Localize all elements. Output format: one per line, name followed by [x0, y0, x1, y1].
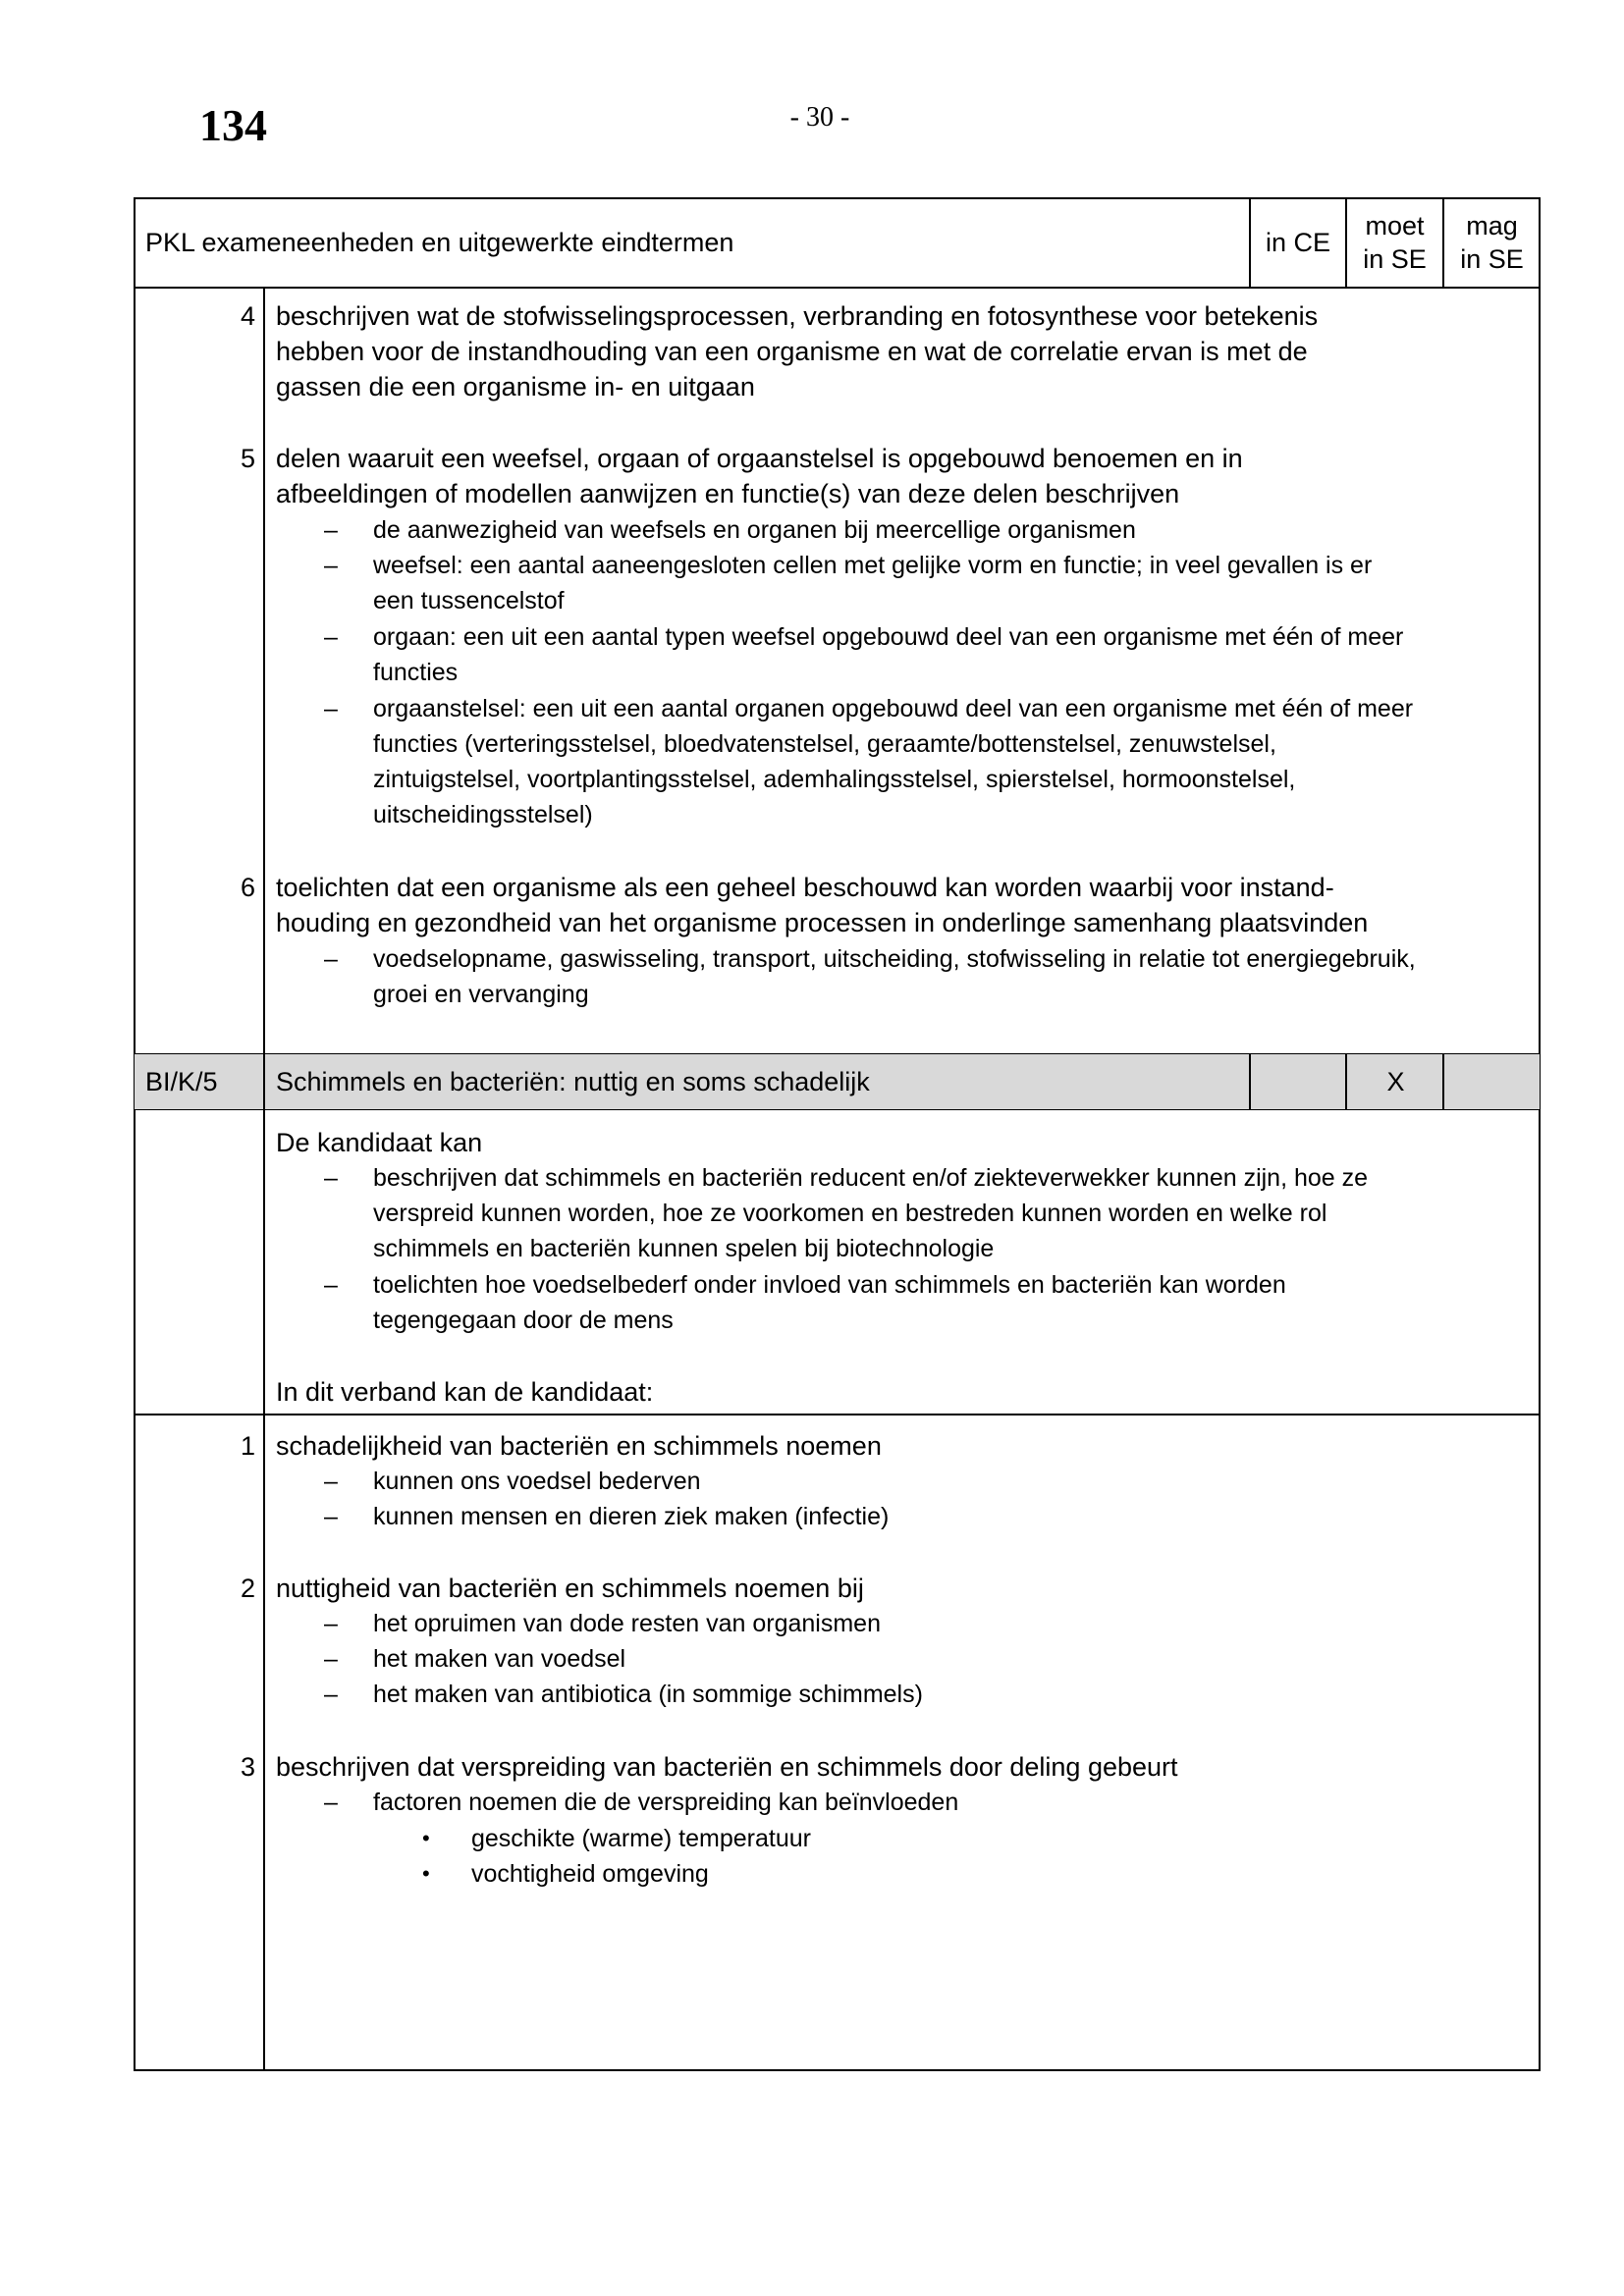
header-mag-line1: mag — [1466, 211, 1518, 240]
dash-icon: – — [324, 1610, 338, 1637]
item-text-line: toelichten dat een organisme als een geheel beschouwd kan worden waarbij voor instand- — [276, 873, 1334, 902]
item-text-line: afbeeldingen of modellen aanwijzen en functie(s) van deze delen beschrijven — [276, 479, 1180, 508]
bullet-icon: • — [422, 1861, 430, 1886]
sub-item-line: voedselopname, gaswisseling, transport, uitscheiding, stofwisseling in relatie tot energiegebruik, — [373, 945, 1416, 973]
header-in-ce — [1251, 197, 1345, 288]
header-moet-line2: in SE — [1363, 244, 1427, 274]
item-number: 6 — [240, 873, 255, 902]
dash-icon: – — [324, 1271, 338, 1299]
dash-icon: – — [324, 695, 338, 722]
item-number: 1 — [240, 1431, 255, 1461]
unit-title: Schimmels en bacteriën: nuttig en soms schadelijk — [276, 1066, 870, 1096]
dash-icon: – — [324, 1645, 338, 1673]
sub-item-line: functies (verteringsstelsel, bloedvatenstelsel, geraamte/bottenstelsel, zenuwstelsel, — [373, 730, 1276, 758]
item-number: 2 — [240, 1574, 255, 1603]
sub-item-line: factoren noemen die de verspreiding kan beïnvloeden — [373, 1789, 959, 1816]
sub-item-line: het maken van antibiotica (in sommige schimmels) — [373, 1681, 923, 1708]
item-number: 4 — [240, 301, 255, 331]
item-text-line: beschrijven dat verspreiding van bacteriën en schimmels door deling gebeurt — [276, 1752, 1178, 1782]
item-text-line: gassen die een organisme in- en uitgaan — [276, 372, 755, 401]
item-text-line: beschrijven wat de stofwisselingsprocessen, verbranding en fotosynthese voor betekenis — [276, 301, 1319, 331]
unit-row-divider-code — [263, 1053, 265, 1110]
header-mag-line2: in SE — [1460, 244, 1524, 274]
sub-item-line: orgaanstelsel: een uit een aantal organen opgebouwd deel van een organisme met één of meer — [373, 695, 1414, 722]
header-mag-in-se — [1444, 197, 1540, 288]
header-in-ce-label: in CE — [1265, 228, 1331, 257]
item-text-line: schadelijkheid van bacteriën en schimmels noemen — [276, 1431, 882, 1461]
bullet-item: geschikte (warme) temperatuur — [471, 1825, 811, 1852]
sub-item-line: tegengegaan door de mens — [373, 1307, 674, 1334]
sub-item-line: schimmels en bacteriën kunnen spelen bij biotechnologie — [373, 1235, 995, 1262]
bullet-icon: • — [422, 1826, 430, 1850]
dash-icon: – — [324, 623, 338, 651]
sub-item-line: uitscheidingsstelsel) — [373, 801, 593, 828]
sub-item-line: functies — [373, 659, 459, 686]
table-header-title: PKL exameneenheden en uitgewerkte eindtermen — [145, 227, 734, 257]
item-text-line: delen waaruit een weefsel, orgaan of orgaanstelsel is opgebouwd benoemen en in — [276, 444, 1243, 473]
item-number: 3 — [240, 1752, 255, 1782]
dash-icon: – — [324, 1789, 338, 1816]
sub-item-line: groei en vervanging — [373, 981, 589, 1008]
sub-item-line: weefsel: een aantal aaneengesloten cellen met gelijke vorm en functie; in veel gevallen is er — [373, 552, 1373, 579]
sub-item-line: zintuigstelsel, voortplantingsstelsel, ademhalingsstelsel, spierstelsel, hormoonstelsel, — [373, 766, 1296, 793]
dash-icon: – — [324, 1468, 338, 1495]
header-moet-in-se — [1347, 197, 1442, 288]
sub-item-line: kunnen ons voedsel bederven — [373, 1468, 701, 1495]
sub-item-line: toelichten hoe voedselbederf onder invloed van schimmels en bacteriën kan worden — [373, 1271, 1286, 1299]
intro-bottom-border — [134, 1414, 1541, 1415]
dash-icon: – — [324, 516, 338, 544]
sub-item-line: verspreid kunnen worden, hoe ze voorkomen en bestreden kunnen worden en welke rol — [373, 1200, 1327, 1227]
sub-item-line: een tussencelstof — [373, 587, 565, 614]
document-number: 134 — [199, 100, 267, 150]
sub-item-line: orgaan: een uit een aantal typen weefsel opgebouwd deel van een organisme met één of meer — [373, 623, 1404, 651]
number-column-divider — [263, 287, 265, 2071]
item-number: 5 — [240, 444, 255, 473]
dash-icon: – — [324, 1164, 338, 1192]
sub-item-line: beschrijven dat schimmels en bacteriën reducent en/of ziekteverwekker kunnen zijn, hoe ze — [373, 1164, 1369, 1192]
item-text-line: nuttigheid van bacteriën en schimmels noemen bij — [276, 1574, 864, 1603]
page-number: - 30 - — [789, 102, 850, 133]
intro-footer: In dit verband kan de kandidaat: — [276, 1377, 654, 1407]
sub-item-line: kunnen mensen en dieren ziek maken (infectie) — [373, 1503, 890, 1530]
dash-icon: – — [324, 1681, 338, 1708]
sub-item-line: het maken van voedsel — [373, 1645, 626, 1673]
header-moet-line1: moet — [1365, 211, 1425, 240]
intro-heading: De kandidaat kan — [276, 1128, 483, 1157]
sub-item-line: de aanwezigheid van weefsels en organen bij meercellige organismen — [373, 516, 1136, 544]
unit-row-divider-ce — [1249, 1053, 1251, 1110]
bullet-item: vochtigheid omgeving — [471, 1860, 709, 1888]
dash-icon: – — [324, 1503, 338, 1530]
unit-moet-in-se-mark: X — [1386, 1066, 1405, 1096]
dash-icon: – — [324, 945, 338, 973]
unit-row-divider-moet — [1345, 1053, 1347, 1110]
dash-icon: – — [324, 552, 338, 579]
item-text-line: hebben voor de instandhouding van een organisme en wat de correlatie ervan is met de — [276, 337, 1308, 366]
item-text-line: houding en gezondheid van het organisme processen in onderlinge samenhang plaatsvinden — [276, 908, 1369, 937]
unit-code: BI/K/5 — [145, 1066, 218, 1096]
sub-item-line: het opruimen van dode resten van organismen — [373, 1610, 881, 1637]
